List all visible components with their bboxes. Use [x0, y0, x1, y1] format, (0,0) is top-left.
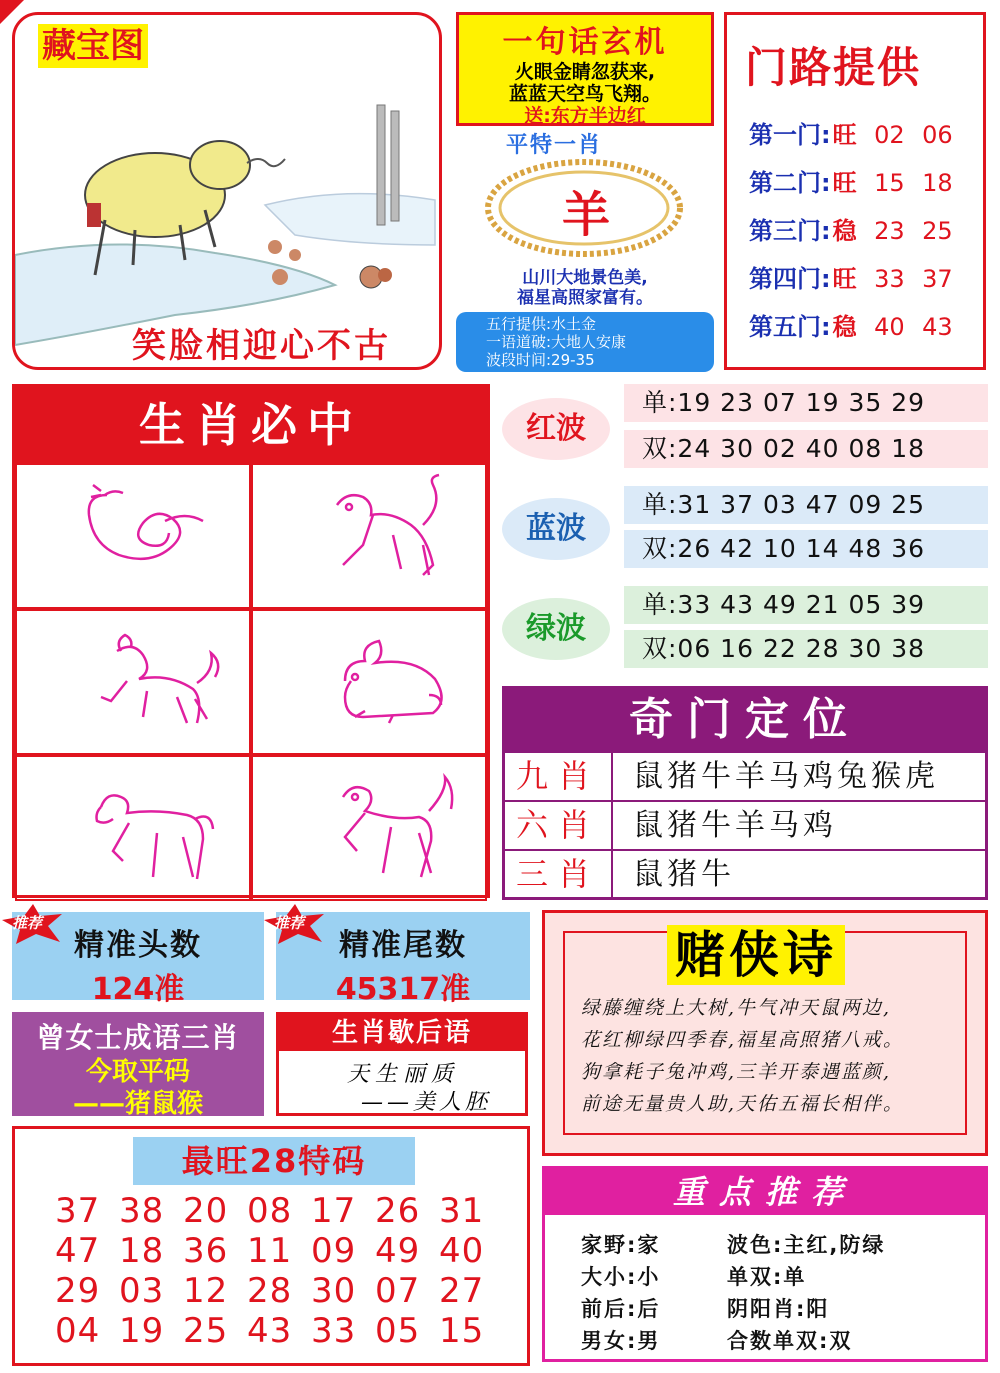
idiom-line-2: ——猪鼠猴 [72, 1089, 203, 1119]
tail-number-title: 精准尾数 [339, 928, 467, 963]
special-poem [480, 268, 690, 308]
wave-red-badge: 红波 [502, 398, 610, 460]
recommend-sum-odd-even: 合数单双:双 [727, 1329, 853, 1353]
treasure-map-illustration [15, 15, 442, 370]
horse-icon [253, 757, 485, 899]
zodiac-cell [15, 463, 251, 609]
info-panel [456, 312, 714, 372]
recommend-yin-yang: 阴阳肖:阳 [727, 1297, 830, 1321]
goat-icon [17, 611, 249, 753]
qimen-row: 六肖 鼠猪牛羊马鸡 [505, 800, 985, 849]
zodiac-panel [12, 384, 490, 898]
zodiac-cell [251, 755, 487, 901]
wave-green-odd: 单:33 43 49 21 05 39 [624, 586, 988, 624]
door-title: 门路提供 [745, 43, 922, 92]
door-row: 第一门:旺 02 06 [749, 121, 953, 149]
tiger-icon [253, 465, 485, 607]
door-row: 第二门:旺 15 18 [749, 169, 953, 197]
xiehouyu-title: 生肖歇后语 [279, 1015, 525, 1051]
wave-blue-badge: 蓝波 [502, 498, 610, 560]
wave-red-even: 双:24 30 02 40 08 18 [624, 430, 988, 468]
door-row: 第四门:旺 33 37 [749, 265, 953, 293]
zodiac-cell [251, 463, 487, 609]
qimen-title: 奇门定位 [505, 689, 985, 751]
recommend-wave-color: 波色:主红,防绿 [727, 1233, 886, 1257]
gambler-poem-title: 赌侠诗 [667, 925, 845, 985]
idiom-title: 曾女士成语三肖 [36, 1021, 240, 1054]
treasure-map-caption: 笑脸相迎心不古 [132, 326, 391, 366]
recommend-home-wild: 家野:家 [581, 1233, 661, 1257]
hot-numbers-panel [12, 1126, 530, 1366]
qimen-panel [502, 686, 988, 900]
hot-numbers-row: 04 19 25 43 33 05 15 [55, 1311, 485, 1351]
xiehouyu-panel [276, 1012, 528, 1116]
special-zodiac: 羊 [561, 187, 610, 243]
door-panel [724, 12, 986, 370]
hot-numbers-row: 47 18 36 11 09 49 40 [55, 1231, 485, 1271]
info-wuxing: 五行提供:水土金 [486, 315, 597, 333]
info-boduan: 波段时间:29-35 [486, 351, 595, 369]
hot-numbers-row: 29 03 12 28 30 07 27 [55, 1271, 485, 1311]
door-row: 第五门:稳 40 43 [749, 313, 953, 341]
treasure-map-title: 藏宝图 [38, 24, 148, 68]
snake-icon [17, 465, 249, 607]
zodiac-cell [15, 609, 251, 755]
xiehouyu-line-2: ——美人胚 [361, 1090, 492, 1115]
tail-number-value: 45317准 [335, 972, 471, 1007]
riddle-line-2: 蓝蓝天空鸟飞翔。 [508, 83, 661, 105]
recommend-male-female: 男女:男 [581, 1329, 661, 1353]
tail-number-tag: 推荐 [274, 914, 305, 932]
riddle-panel [456, 12, 714, 126]
wave-blue-odd: 单:31 37 03 47 09 25 [624, 486, 988, 524]
wave-blue-even: 双:26 42 10 14 48 36 [624, 530, 988, 568]
qimen-row: 三肖 鼠猪牛 [505, 849, 985, 898]
riddle-send: 送:东方半边红 [524, 105, 646, 127]
qimen-row: 九肖 鼠猪牛羊马鸡兔猴虎 [505, 751, 985, 800]
wave-green-even: 双:06 16 22 28 30 38 [624, 630, 988, 668]
xiehouyu-line-1: 天生丽质 [347, 1062, 460, 1087]
door-row: 第三门:稳 23 25 [749, 217, 953, 245]
horse-icon [17, 757, 249, 899]
poem-line: 花红柳绿四季春,福星高照猪八戒。 [581, 1029, 905, 1051]
head-number-value: 124准 [91, 972, 185, 1007]
poem-line: 狗拿耗子兔冲鸡,三羊开泰遇蓝颜, [581, 1061, 892, 1083]
special-poem-line-2: 福星高照家富有。 [517, 288, 653, 308]
riddle-title: 一句话玄机 [502, 25, 668, 60]
rabbit-icon [253, 611, 485, 753]
key-recommend-title: 重点推荐 [545, 1169, 985, 1215]
key-recommend-panel [542, 1166, 988, 1362]
zodiac-title: 生肖必中 [15, 387, 487, 463]
idiom-line-1: 今取平码 [85, 1057, 190, 1087]
special-poem-line-1: 山川大地景色美, [522, 268, 648, 288]
hot-numbers-title: 最旺28特码 [133, 1137, 415, 1185]
hot-numbers-row: 37 38 20 08 17 26 31 [55, 1191, 485, 1231]
head-number-tag: 推荐 [12, 914, 43, 932]
recommend-size: 大小:小 [581, 1265, 661, 1289]
info-yiyu: 一语道破:大地人安康 [486, 333, 627, 351]
recommend-odd-even: 单双:单 [727, 1265, 807, 1289]
poem-line: 前途无量贵人助,天佑五福长相伴。 [581, 1093, 905, 1115]
poem-line: 绿藤缠绕上大树,牛气冲天鼠两边, [581, 997, 892, 1019]
wave-red-odd: 单:19 23 07 19 35 29 [624, 384, 988, 422]
wave-green-badge: 绿波 [502, 598, 610, 660]
riddle-line-1: 火眼金睛忽获来, [514, 61, 656, 83]
recommend-front-back: 前后:后 [581, 1297, 661, 1321]
head-number-title: 精准头数 [74, 928, 202, 963]
idiom-panel [12, 1012, 264, 1119]
zodiac-cell [15, 755, 251, 901]
zodiac-cell [251, 609, 487, 755]
special-title: 平特一肖 [506, 133, 603, 158]
gambler-poem-panel [542, 910, 988, 1156]
